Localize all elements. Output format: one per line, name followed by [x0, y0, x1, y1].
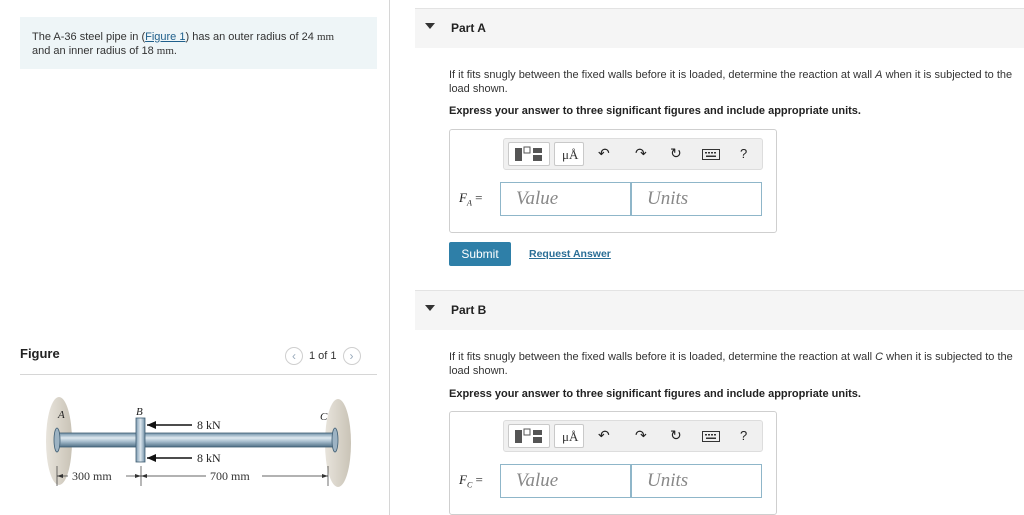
inner-radius: 18 [141, 45, 154, 57]
figure-pager [285, 346, 361, 366]
problem-text: . [173, 45, 177, 57]
question-text: when it is subjected to the load shown. [449, 69, 1013, 95]
equals-sign: = [475, 190, 483, 205]
answer-toolbar [503, 138, 763, 170]
chevron-right-icon[interactable]: › [343, 347, 361, 365]
templates-icon[interactable] [508, 142, 550, 166]
dim-arrow-icon [322, 474, 328, 478]
part-b-label: Part B [451, 303, 487, 317]
unit: mm [156, 45, 174, 57]
equals-sign: = [475, 472, 483, 487]
figure-title: Figure [20, 346, 60, 361]
keyboard-icon[interactable] [702, 431, 720, 442]
part-a-answer-box [449, 129, 777, 233]
help-icon[interactable]: ? [740, 146, 748, 161]
load-label-1: 8 kN [197, 418, 221, 432]
templates-icon[interactable] [508, 424, 550, 448]
outer-radius: 24 [301, 31, 314, 43]
variable-subscript: A [466, 198, 472, 208]
part-b-answer-box [449, 411, 777, 515]
reset-icon[interactable]: ↻ [670, 427, 682, 443]
unit: mm [316, 31, 335, 43]
question-text: If it fits snugly between the fixed walls before it is loaded, determine the reaction at wall [449, 69, 876, 81]
dim-label-2: 700 mm [210, 469, 250, 483]
help-icon[interactable]: ? [740, 428, 748, 443]
column-divider [389, 0, 390, 515]
units-symbol: μÅ [562, 429, 579, 444]
part-b-instruction: Express your answer to three significant figures and include appropriate units. [449, 388, 861, 400]
units-icon[interactable] [554, 424, 584, 448]
part-b-header[interactable] [415, 290, 1024, 330]
redo-icon[interactable]: ↷ [635, 145, 647, 161]
arrow-head-icon [147, 454, 156, 462]
reset-icon[interactable]: ↻ [670, 145, 682, 161]
figure-link[interactable]: Figure 1 [145, 31, 186, 43]
figure-divider [20, 374, 377, 375]
undo-icon[interactable]: ↶ [598, 145, 610, 161]
load-label-2: 8 kN [197, 451, 221, 465]
part-a-label: Part A [451, 21, 486, 35]
variable: F [459, 472, 467, 487]
undo-icon[interactable]: ↶ [598, 427, 610, 443]
problem-text: The A-36 steel pipe in ( [32, 31, 146, 43]
label-a: A [58, 409, 65, 421]
submit-button[interactable]: Submit [449, 242, 511, 266]
part-a-units-input[interactable]: Units [631, 182, 762, 216]
part-b-variable [459, 472, 483, 490]
part-a-header[interactable] [415, 8, 1024, 48]
part-a-value-input[interactable]: Value [500, 182, 631, 216]
units-icon[interactable] [554, 142, 584, 166]
problem-text: and an inner radius of [32, 45, 142, 57]
arrow-head-icon [147, 421, 156, 429]
collar-b [136, 418, 145, 462]
part-b-value-input[interactable]: Value [500, 464, 631, 498]
wall-letter: A [875, 69, 883, 81]
part-a-variable [459, 190, 482, 208]
caret-down-icon[interactable] [425, 23, 435, 29]
part-b-question [449, 350, 1019, 378]
problem-statement [20, 17, 377, 69]
question-text: If it fits snugly between the fixed walls before it is loaded, determine the reaction at wall [449, 351, 876, 363]
dim-label-1: 300 mm [72, 469, 112, 483]
part-b-units-input[interactable]: Units [631, 464, 762, 498]
label-c: C [320, 411, 328, 423]
request-answer-link[interactable]: Request Answer [529, 248, 611, 260]
answer-toolbar [503, 420, 763, 452]
dim-arrow-icon [141, 474, 147, 478]
label-b: B [136, 406, 143, 418]
chevron-left-icon[interactable]: ‹ [285, 347, 303, 365]
keyboard-icon[interactable] [702, 149, 720, 160]
wall-letter: C [875, 351, 884, 363]
pager-text: 1 of 1 [309, 350, 337, 362]
question-text: when it is subjected to the load shown. [449, 351, 1013, 377]
pipe [58, 433, 335, 447]
flange-c [332, 428, 338, 452]
part-a-question [449, 68, 1019, 96]
variable: F [459, 190, 467, 205]
redo-icon[interactable]: ↷ [635, 427, 647, 443]
caret-down-icon[interactable] [425, 305, 435, 311]
part-a-instruction: Express your answer to three significant figures and include appropriate units. [449, 105, 861, 117]
flange-a [54, 428, 60, 452]
units-symbol: μÅ [562, 147, 579, 162]
variable-subscript: C [466, 480, 473, 490]
problem-text: ) has an outer radius of [185, 31, 302, 43]
dim-arrow-icon [135, 474, 141, 478]
pipe-figure [20, 390, 360, 500]
